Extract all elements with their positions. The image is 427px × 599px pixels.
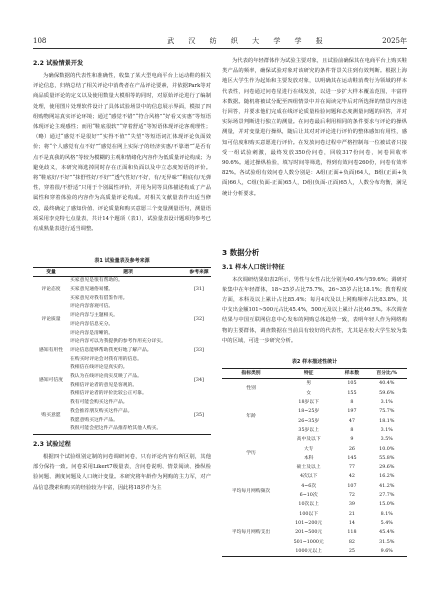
journal-year: 2025年 — [382, 37, 407, 45]
table-2-count-cell: 77 — [348, 465, 355, 471]
table-1-item-cell: 在购买时评论会对我有用的信息。 — [70, 356, 142, 362]
table-2-category-cell: 年龄 — [246, 414, 256, 420]
table-2-count-cell: 14 — [348, 520, 355, 526]
table-2-count-cell: 145 — [347, 455, 357, 461]
table-2-category-cell: 性别 — [246, 386, 256, 392]
table-1-header-variable: 变量 — [46, 268, 56, 275]
table-1-item-cell: 评论内容信息充分。 — [70, 321, 114, 327]
table-2-count-cell: 21 — [348, 511, 355, 517]
table-1-item-cell: 我相信评论者的评价比较公正可靠。 — [70, 391, 147, 397]
section-3-1-heading: 3.1 样本人口统计特征 — [222, 263, 285, 271]
table-1-header-item: 题项 — [123, 268, 133, 275]
table-2-count-cell: 9 — [350, 437, 354, 443]
table-2-percent-cell: 29.6% — [379, 465, 395, 471]
table-2-category-cell: 平均每月网购支出 — [231, 530, 271, 536]
table-2-header-percent: 百分比/% — [376, 370, 398, 377]
table-2-count-cell: 118 — [347, 530, 357, 536]
table-2-feature-cell: 硕士及以上 — [296, 465, 321, 471]
table-2-count-cell: 25 — [348, 548, 355, 554]
table-1-item-cell: 我有可能会购买这件产品。 — [70, 400, 128, 406]
table-1-caption: 表1 试验量表及参考来源 — [94, 257, 150, 264]
table-2-header-count: 样本数 — [344, 370, 360, 377]
table-row — [33, 277, 211, 286]
table-1-item-cell: 我认为在线评论真实反映了产品。 — [70, 374, 142, 380]
table-2-feature-cell: 4~6次 — [301, 483, 317, 489]
table-2-percent-cell: 18.1% — [379, 418, 395, 424]
paragraph-scenario-development: 为确保数据的代表性和准确性，收集了某大型电商平台上运动鞋的相关评论信息，归纳总结了相关评论中消费者在产品评论要素，并依据Park等对商品质量评论的定义以及使用数量大模相等的同时，对原始评论进行了编制处理，使用图片处理软件设计了具体试验场景中的信息展示界面，模拟了四组购物网站真实评论环境；通过“感觉不错”“符合风格”“好看又实惠”等短语体现评论主观感性；而用“鞋底很软”“穿着舒适”等短语体现评论客观理性；（略）通过“感觉不是很好”“实得不值”“失望”等短语词汇体现评论负面效价；将“个人感觉有点不好”“感觉在网上实际子的经济实惠/不靠谱”“是否有点不是真我的风格”等较为模糊的主观和情绪化内容作为低质量评论构成；为避免歧义，本研究筛选掉同时存在正面和负面以及中立态度短语的评价。将“鞋底好/不好”“抹舒性好/不好”“透气性好/不好，有/无异味”“鞋底有/无弹性，穿着很/不舒适”只用于个别属性评价，并用为同等具体描述构成了产品属性和穿着体验的内容作为高质量评论构成。对相关文献量表作出适当修改，最终确定了感知价值、评论质量和购买意愿三个变量测量语句，测量语项采用李克特七点量表，共计14个题项（表1），试验量表设计题项均参考已有成熟量表进行适当调整。 — [33, 73, 211, 233]
table-2-count-cell: 197 — [347, 409, 357, 415]
section-2-3-heading: 2.3 试验过程 — [33, 440, 71, 448]
journal-title: 武 汉 纺 织 大 学 学 报 — [167, 37, 329, 45]
table-1-source-cell: [33] — [194, 347, 204, 353]
paragraph-sample-demographics: 本次调研结果如表2所示，男性与女性占比分别为40.4%与59.6%；调研对象集中在年轻群体，18~25岁占比75.7%，26~35岁占比18.1%；教育程度方面，本科及以上累计占比85.4%；每月4次及以上网购频率占比83.8%，其中支出金额101~500元占比45.4%，500元及以上累计占比46.5%。本次调查结果与中国互联网信息中心发布的网购总体趋势一致，表明年轻人作为网络购物的主要群体，调查数据在当前具有较好的代表性，尤其是在校大学生较为集中的区域，可进一步研究分析。 — [222, 276, 407, 344]
table-2 — [222, 368, 407, 557]
table-2-count-cell: 42 — [348, 474, 355, 480]
table-2-percent-cell: 5.4% — [380, 520, 393, 526]
table-2-count-cell: 8 — [350, 427, 354, 433]
table-2-feature-cell: 男 — [306, 381, 312, 387]
table-2-count-cell: 82 — [348, 539, 355, 545]
table-2-category-cell: 学历 — [246, 451, 256, 457]
table-1-variable-cell: 感知可信度 — [39, 378, 63, 384]
table-1-item-cell: 买家意见对我有借鉴作用。 — [70, 295, 128, 301]
table-row — [33, 399, 211, 408]
table-2-feature-cell: 35岁以上 — [298, 427, 319, 433]
table-2-count-cell: 72 — [348, 493, 355, 499]
paragraph-sample-collection: 为代表的年轻群体作为试验主要对象，且试验前确保其在电商平台上购买鞋类产品的频率，确保试验对象对该研究的条件背景关注到有效判断。根据上海地区大学生作为起始和主要发放对象，以明确其在运动鞋消费行为领域的样本代表性，问卷通过问卷星进行在线发放，以进一步扩大样本覆盖范围，丰富样本数据。随机将被试分配至四组情景中并在阅读完毕后对所选择的情景内容进行回答，并要求他们完成在线评论质量检验问题和态度测量问题的回答，并对实际场景判断进行独立的测量。在问卷最后利用相同的条件要求与评论的操纵测量，并对变量进行操纵，随后让其对对评论进行评价的整体感知有用性，感知可信度和购买意愿进行评价。在发放问卷过程中严格控制每一位被试者只接受一组试验刺激，最终发放350份问卷，回收317份问卷，问卷回收率90.6%。通过操纵检验，填写时间等筛选，得到有效问卷260份，问卷有效率82%。各试验组有效问卷人数分别是：A组(正面+负面)64人，B组(正面+负面)66人，C组(负面-正面)65人，D组(负面-正面)65人，人数分布均衡，满足统计分析要求。 — [222, 58, 407, 197]
table-2-count-cell: 39 — [348, 502, 355, 508]
table-2-count-cell: 155 — [347, 390, 357, 396]
table-row — [33, 364, 211, 373]
table-1-source-cell: [34] — [194, 378, 204, 384]
table-2-feature-cell: 女 — [306, 390, 312, 396]
table-row — [33, 303, 211, 312]
table-2-percent-cell: 9.6% — [380, 548, 393, 554]
table-2-count-cell: 107 — [347, 483, 357, 489]
table-1-source-cell: [31] — [194, 287, 204, 292]
table-2-percent-cell: 3.5% — [380, 437, 393, 443]
table-2-count-cell: 8 — [350, 400, 354, 406]
table-1-header-source: 参考来源 — [189, 268, 209, 275]
table-2-percent-cell: 31.5% — [379, 539, 395, 545]
table-2-percent-cell: 59.6% — [379, 390, 395, 396]
section-2-2-heading: 2.2 试验情景开发 — [33, 60, 84, 67]
table-1-item-cell: 评论信息能够帮助我更好地了解产品。 — [70, 347, 152, 353]
table-2-percent-cell: 3.1% — [380, 427, 393, 433]
table-2-feature-cell: 26~35岁 — [298, 418, 320, 424]
table-2-feature-cell: 1000元以上 — [295, 548, 322, 554]
table-1-header-row — [33, 267, 211, 277]
table-2-percent-cell: 15.0% — [379, 502, 395, 508]
table-2-count-cell: 105 — [347, 381, 357, 387]
table-1-variable-cell: 评论质量 — [41, 317, 61, 323]
table-row — [222, 435, 407, 444]
table-2-feature-cell: 10次以上 — [298, 502, 319, 508]
table-2-body — [222, 379, 407, 557]
table-2-header-row — [222, 369, 407, 379]
right-column — [222, 56, 407, 557]
table-1-item-cell: 我相信评论者的意见是客观的。 — [70, 382, 138, 388]
table-1-variable-cell: 评论态度 — [41, 287, 61, 292]
running-header — [33, 36, 407, 46]
table-1-item-cell: 评论内容客观可信。 — [70, 304, 114, 310]
table-1-item-cell: 我愿意购买这件产品。 — [70, 417, 118, 423]
table-1-variable-cell: 购买意愿 — [41, 413, 61, 419]
header-rule — [33, 48, 407, 49]
table-2-percent-cell: 3.1% — [380, 400, 393, 406]
table-row — [222, 510, 407, 519]
table-1-source-cell: [32] — [194, 317, 204, 323]
table-1-item-cell: 评论内容与主题相关。 — [70, 313, 118, 319]
table-2-header-feature: 特征 — [303, 370, 314, 377]
table-2-feature-cell: 4次以下 — [299, 474, 318, 480]
table-2-caption: 表2 样本描述性统计 — [291, 359, 338, 366]
table-1-variable-cell: 感知有用性 — [39, 347, 63, 353]
page-number: 108 — [33, 37, 47, 45]
table-2-feature-cell: 100以下 — [299, 511, 319, 517]
table-2-feature-cell: 201~500元 — [295, 530, 323, 536]
table-1-source-cell: [35] — [194, 413, 204, 419]
table-2-percent-cell: 40.4% — [379, 381, 395, 387]
table-row — [222, 472, 407, 481]
table-2-percent-cell: 75.7% — [379, 409, 395, 415]
table-row — [33, 338, 211, 347]
table-1 — [33, 267, 211, 435]
table-2-percent-cell: 45.4% — [379, 530, 395, 536]
table-1-item-cell: 评论内容是清晰的。 — [70, 330, 114, 336]
table-2-percent-cell: 27.7% — [379, 493, 395, 499]
table-2-feature-cell: 18~25岁 — [298, 409, 320, 415]
table-1-item-cell: 我相信在线评论是真实的。 — [70, 365, 128, 371]
table-row — [222, 379, 407, 389]
table-1-item-cell: 评论内容可以为我提供的参考作用充分详实。 — [70, 339, 166, 345]
table-2-count-cell: 26 — [348, 446, 355, 452]
table-2-feature-cell: 高中及以下 — [296, 437, 321, 443]
table-1-item-cell: 我会推荐朋友购买这件产品。 — [70, 408, 133, 414]
table-2-feature-cell: 18岁以下 — [298, 400, 319, 406]
table-2-feature-cell: 501~1000元 — [293, 539, 324, 545]
table-2-percent-cell: 41.2% — [379, 483, 395, 489]
left-column — [33, 56, 211, 513]
table-1-item-cell: 我很可能会把这件产品推荐给其他人购买。 — [70, 426, 162, 432]
table-2-feature-cell: 大专 — [303, 446, 314, 452]
table-2-feature-cell: 6~10次 — [299, 493, 318, 499]
table-2-feature-cell: 101~200元 — [295, 520, 323, 526]
section-3-heading: 3 数据分析 — [222, 247, 260, 257]
paragraph-experiment-process: 根据四个试验组别定制的问卷调研问卷，只有评论内容有所区别，其他部分保持一致。问卷采用Likert7级量表，含问卷说明、情景阅读、操纵检验问题、测度问题及人口统计变量。本研究将年龄作为网购的主力军，对产品信息搜索和购买的经验较为丰富，因此将18岁作为主 — [33, 453, 211, 491]
table-2-category-cell: 平均每月网购频次 — [231, 488, 271, 494]
table-2-header-category: 指标类别 — [241, 370, 261, 377]
table-2-percent-cell: 16.2% — [379, 474, 395, 480]
table-1-item-cell: 买家意见是很有帮助的。 — [70, 278, 123, 284]
table-2-percent-cell: 55.8% — [379, 455, 395, 461]
table-row — [222, 398, 407, 407]
table-1-body — [33, 277, 211, 435]
table-2-percent-cell: 10.0% — [379, 446, 395, 452]
table-1-item-cell: 买家意见通俗易懂。 — [70, 287, 114, 292]
table-2-percent-cell: 8.1% — [380, 511, 393, 517]
table-2-count-cell: 47 — [348, 418, 355, 424]
table-2-feature-cell: 本科 — [303, 455, 314, 461]
